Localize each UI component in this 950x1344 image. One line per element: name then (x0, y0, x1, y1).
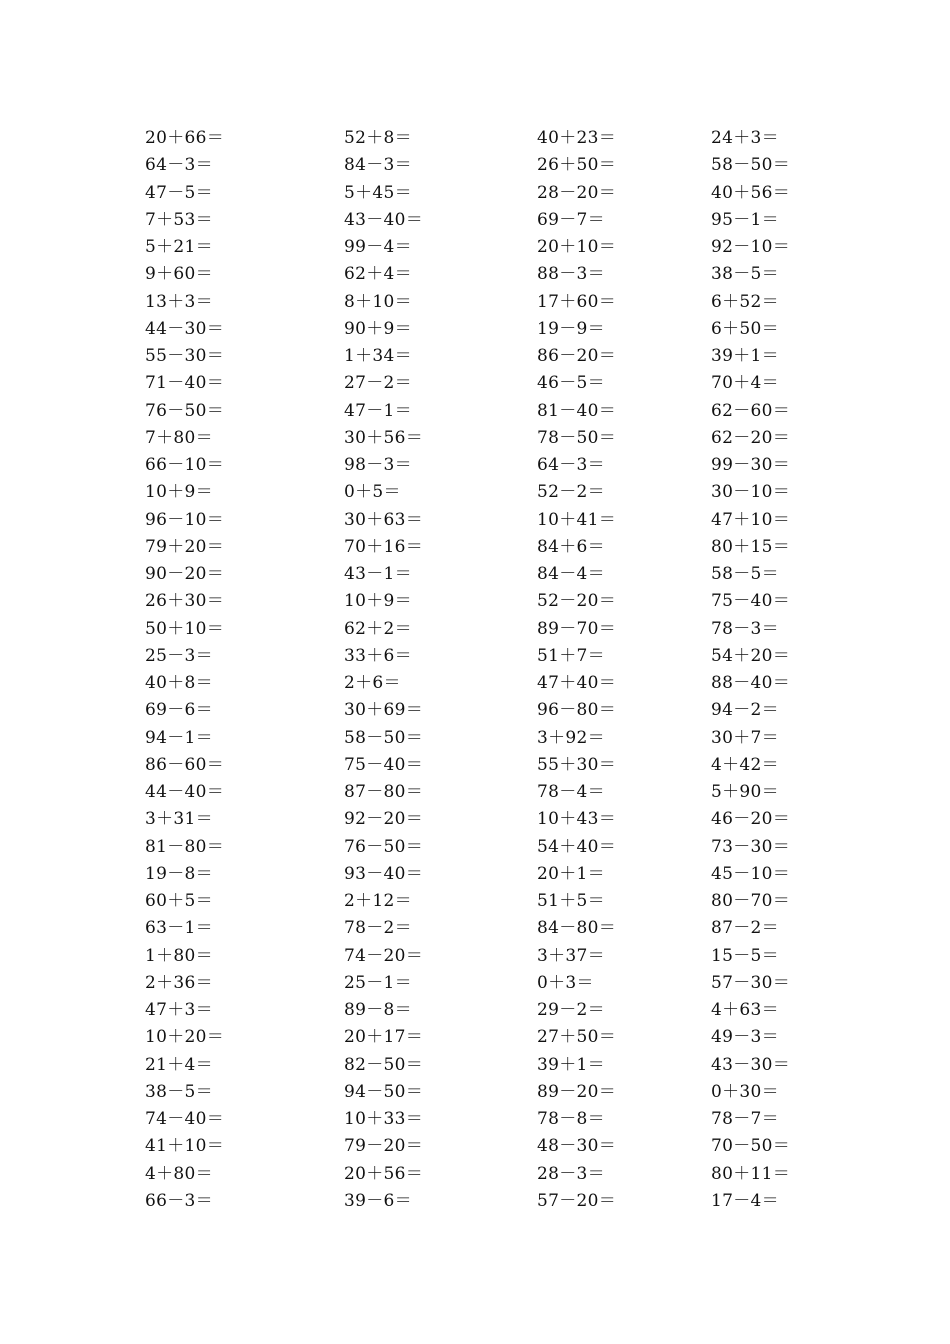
math-problem: 66－10＝ (145, 455, 225, 475)
math-problem: 20＋10＝ (537, 237, 617, 257)
math-problem: 39－6＝ (344, 1190, 412, 1211)
math-problem: 79＋20＝ (145, 536, 225, 557)
math-problem: 3＋92＝ (537, 727, 605, 748)
math-problem: 1＋34＝ (344, 346, 412, 366)
math-problem: 1＋80＝ (145, 945, 213, 966)
math-problem: 69－7＝ (537, 209, 605, 230)
math-problem: 62－60＝ (711, 400, 791, 421)
math-problem: 95－1＝ (711, 209, 779, 230)
math-problem: 92－10＝ (711, 237, 791, 257)
math-problem: 99－30＝ (711, 455, 791, 475)
math-problem: 57－30＝ (711, 972, 791, 993)
math-problem: 24＋3＝ (711, 128, 779, 148)
math-problem: 81－80＝ (145, 836, 225, 857)
math-problem: 69－6＝ (145, 700, 213, 721)
math-problem: 70＋16＝ (344, 536, 424, 557)
math-problem: 10＋9＝ (344, 591, 412, 612)
math-problem: 47－1＝ (344, 400, 412, 421)
math-problem: 94－1＝ (145, 727, 213, 748)
math-problem: 78－3＝ (711, 618, 779, 639)
math-problem: 26＋30＝ (145, 591, 225, 612)
math-problem: 96－80＝ (537, 700, 617, 721)
math-problem: 62＋2＝ (344, 618, 412, 639)
math-problem: 20＋56＝ (344, 1163, 424, 1184)
math-problem: 45－10＝ (711, 863, 791, 884)
math-problem: 48－30＝ (537, 1136, 617, 1157)
math-problem: 86－20＝ (537, 346, 617, 366)
math-problem: 10＋33＝ (344, 1109, 424, 1129)
math-problem: 20＋66＝ (145, 128, 225, 148)
math-problem: 30＋69＝ (344, 700, 424, 721)
math-problem: 78－7＝ (711, 1109, 779, 1129)
math-problem: 99－4＝ (344, 237, 412, 257)
math-problem: 47＋10＝ (711, 509, 791, 530)
math-problem: 30＋63＝ (344, 509, 424, 530)
math-problem: 27－2＝ (344, 373, 412, 394)
math-problem: 62－20＝ (711, 427, 791, 448)
math-problem: 98－3＝ (344, 455, 412, 475)
math-problem: 20＋17＝ (344, 1027, 424, 1048)
math-problem: 10＋43＝ (537, 809, 617, 830)
math-problem: 43－40＝ (344, 209, 424, 230)
math-problem: 4＋42＝ (711, 754, 779, 775)
math-problem: 20＋1＝ (537, 863, 605, 884)
math-problem: 54＋40＝ (537, 836, 617, 857)
math-problem: 40＋23＝ (537, 128, 617, 148)
math-problem: 58－50＝ (344, 727, 424, 748)
math-problem: 63－1＝ (145, 918, 213, 939)
math-problem: 21＋4＝ (145, 1054, 213, 1075)
math-problem: 10＋20＝ (145, 1027, 225, 1048)
math-problem: 47＋40＝ (537, 673, 617, 693)
problem-column-2 (344, 125, 524, 1215)
math-problem: 58－50＝ (711, 155, 791, 176)
math-problem: 93－40＝ (344, 863, 424, 884)
problem-column-1 (145, 125, 325, 1215)
math-problem: 92－20＝ (344, 809, 424, 830)
math-problem: 28－20＝ (537, 182, 617, 203)
problem-column-4 (711, 125, 891, 1215)
math-problem: 40＋56＝ (711, 182, 791, 203)
math-problem: 78－8＝ (537, 1109, 605, 1129)
math-problem: 47－5＝ (145, 182, 213, 203)
math-problem: 51＋5＝ (537, 891, 605, 911)
math-problem: 76－50＝ (344, 836, 424, 857)
math-problem: 82－50＝ (344, 1054, 424, 1075)
math-problem: 87－80＝ (344, 782, 424, 802)
math-problem: 6＋50＝ (711, 318, 779, 339)
math-problem: 52－2＝ (537, 482, 605, 503)
math-problem: 8＋10＝ (344, 291, 412, 312)
math-problem: 96－10＝ (145, 509, 225, 530)
math-problem: 80－70＝ (711, 891, 791, 911)
math-problem: 78－2＝ (344, 918, 412, 939)
math-problem: 38－5＝ (145, 1081, 213, 1102)
math-problem: 2＋36＝ (145, 972, 213, 993)
math-problem: 39＋1＝ (537, 1054, 605, 1075)
math-problem: 89－8＝ (344, 1000, 412, 1020)
math-problem: 94－50＝ (344, 1081, 424, 1102)
math-problem: 46－5＝ (537, 373, 605, 394)
math-problem: 79－20＝ (344, 1136, 424, 1157)
math-problem: 70－50＝ (711, 1136, 791, 1157)
math-problem: 58－5＝ (711, 564, 779, 584)
math-problem: 30＋7＝ (711, 727, 779, 748)
math-problem: 64－3＝ (537, 455, 605, 475)
math-problem: 38－5＝ (711, 264, 779, 285)
math-problem: 0＋30＝ (711, 1081, 779, 1102)
math-problem: 3＋37＝ (537, 945, 605, 966)
math-problem: 84－4＝ (537, 564, 605, 584)
math-problem: 84＋6＝ (537, 536, 605, 557)
math-problem: 55＋30＝ (537, 754, 617, 775)
problem-column-3 (537, 125, 717, 1215)
math-problem: 43－1＝ (344, 564, 412, 584)
math-problem: 25－1＝ (344, 972, 412, 993)
math-problem: 75－40＝ (711, 591, 791, 612)
math-problem: 25－3＝ (145, 645, 213, 666)
math-problem: 10＋41＝ (537, 509, 617, 530)
math-problem: 52＋8＝ (344, 128, 412, 148)
math-problem: 74－20＝ (344, 945, 424, 966)
math-problem: 39＋1＝ (711, 346, 779, 366)
math-problem: 9＋60＝ (145, 264, 213, 285)
math-problem: 2＋6＝ (344, 673, 401, 693)
math-problem: 89－70＝ (537, 618, 617, 639)
math-problem: 2＋12＝ (344, 891, 412, 911)
math-problem: 3＋31＝ (145, 809, 213, 830)
math-problem: 43－30＝ (711, 1054, 791, 1075)
math-problem: 17＋60＝ (537, 291, 617, 312)
math-problem: 19－9＝ (537, 318, 605, 339)
math-problem: 30＋56＝ (344, 427, 424, 448)
math-problem: 90＋9＝ (344, 318, 412, 339)
math-problem: 44－30＝ (145, 318, 225, 339)
math-problem: 74－40＝ (145, 1109, 225, 1129)
math-problem: 88－3＝ (537, 264, 605, 285)
math-problem: 41＋10＝ (145, 1136, 225, 1157)
math-problem: 47＋3＝ (145, 1000, 213, 1020)
math-problem: 52－20＝ (537, 591, 617, 612)
math-problem: 81－40＝ (537, 400, 617, 421)
math-problem: 90－20＝ (145, 564, 225, 584)
math-problem: 64－3＝ (145, 155, 213, 176)
math-problem: 5＋45＝ (344, 182, 412, 203)
math-problem: 89－20＝ (537, 1081, 617, 1102)
math-problem: 80＋11＝ (711, 1163, 791, 1184)
math-problem: 26＋50＝ (537, 155, 617, 176)
math-problem: 78－50＝ (537, 427, 617, 448)
math-problem: 19－8＝ (145, 863, 213, 884)
math-problem: 0＋3＝ (537, 972, 594, 993)
math-problem: 84－3＝ (344, 155, 412, 176)
math-problem: 13＋3＝ (145, 291, 213, 312)
math-problem: 71－40＝ (145, 373, 225, 394)
math-problem: 57－20＝ (537, 1190, 617, 1211)
math-problem: 10＋9＝ (145, 482, 213, 503)
math-problem: 70＋4＝ (711, 373, 779, 394)
math-problem: 86－60＝ (145, 754, 225, 775)
math-problem: 54＋20＝ (711, 645, 791, 666)
math-problem: 62＋4＝ (344, 264, 412, 285)
math-problem: 27＋50＝ (537, 1027, 617, 1048)
math-problem: 60＋5＝ (145, 891, 213, 911)
math-problem: 46－20＝ (711, 809, 791, 830)
math-problem: 7＋80＝ (145, 427, 213, 448)
math-problem: 75－40＝ (344, 754, 424, 775)
math-problem: 7＋53＝ (145, 209, 213, 230)
math-problem: 76－50＝ (145, 400, 225, 421)
math-problem: 4＋63＝ (711, 1000, 779, 1020)
math-problem: 4＋80＝ (145, 1163, 213, 1184)
math-problem: 73－30＝ (711, 836, 791, 857)
math-problem: 30－10＝ (711, 482, 791, 503)
math-problem: 0＋5＝ (344, 482, 401, 503)
math-problem: 33＋6＝ (344, 645, 412, 666)
math-problem: 44－40＝ (145, 782, 225, 802)
math-problem: 94－2＝ (711, 700, 779, 721)
math-problem: 17－4＝ (711, 1190, 779, 1211)
math-problem: 49－3＝ (711, 1027, 779, 1048)
math-problem: 40＋8＝ (145, 673, 213, 693)
math-problem: 50＋10＝ (145, 618, 225, 639)
math-problem: 28－3＝ (537, 1163, 605, 1184)
math-problem: 88－40＝ (711, 673, 791, 693)
math-problem: 80＋15＝ (711, 536, 791, 557)
math-problem: 15－5＝ (711, 945, 779, 966)
math-problem: 5＋21＝ (145, 237, 213, 257)
math-problem: 87－2＝ (711, 918, 779, 939)
math-problem: 51＋7＝ (537, 645, 605, 666)
math-problem: 84－80＝ (537, 918, 617, 939)
math-problem: 78－4＝ (537, 782, 605, 802)
math-problem: 29－2＝ (537, 1000, 605, 1020)
math-problem: 55－30＝ (145, 346, 225, 366)
math-problem: 66－3＝ (145, 1190, 213, 1211)
math-problem: 5＋90＝ (711, 782, 779, 802)
math-problem: 6＋52＝ (711, 291, 779, 312)
